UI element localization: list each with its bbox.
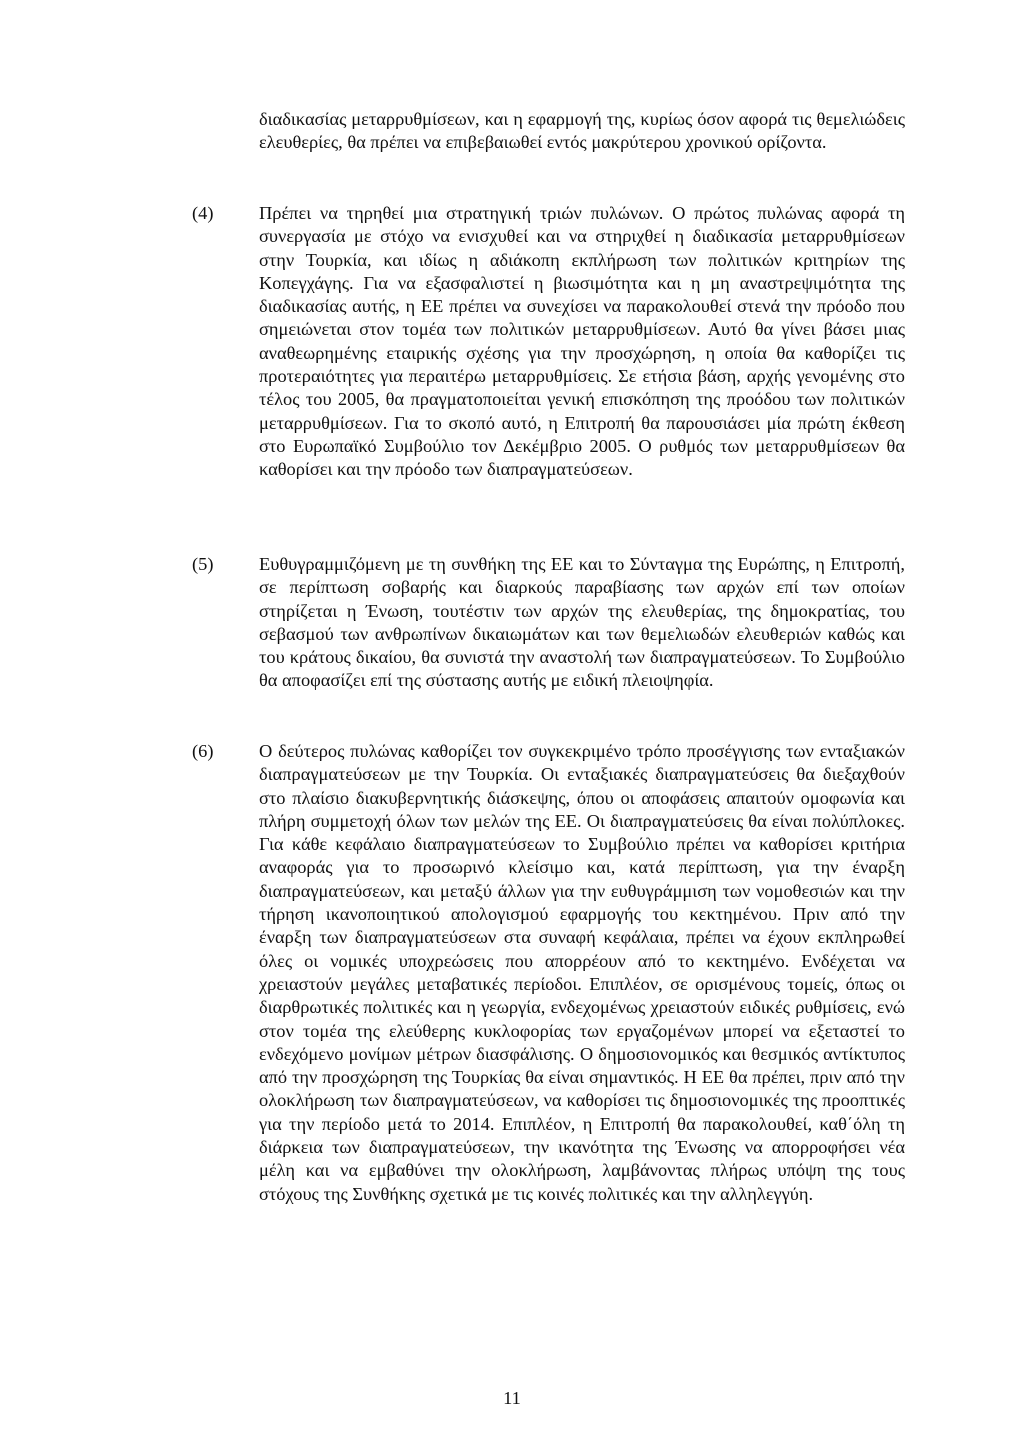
page-number: 11 — [503, 1388, 521, 1408]
paragraph-number-5: (5) — [192, 554, 214, 574]
paragraph-number-4: (4) — [192, 203, 214, 223]
paragraph-5-text: Ευθυγραμμιζόμενη με τη συνθήκη της ΕΕ και το Σύνταγμα της Ευρώπης, η Επιτροπή, σε περίπτωση σοβαρής και διαρκούς παραβίασης των αρχών επί των οποίων στηρίζεται η Ένωση, τουτέστιν των αρχών της ελευθερίας, της δημοκρατίας, του σεβασμού των ανθρωπίνων δικαιωμάτων και των θεμελιωδών ελευθεριών καθώς και του κράτους δικαίου, θα συνιστά την αναστολή των διαπραγματεύσεων. Το Συμβούλιο θα αποφασίζει επί της σύστασης αυτής με ειδική πλειοψηφία. — [259, 554, 905, 691]
paragraph-4-text: Πρέπει να τηρηθεί μια στρατηγική τριών πυλώνων. Ο πρώτος πυλώνας αφορά τη συνεργασία με στόχο να ενισχυθεί και να στηριχθεί η διαδικασία μεταρρυθμίσεων στην Τουρκία, και ιδίως η αδιάκοπη εκπλήρωση των πολιτικών κριτηρίων της Κοπεγχάγης. Για να εξασφαλιστεί η βιωσιμότητα και η μη αναστρεψιμότητα της διαδικασίας αυτής, η ΕΕ πρέπει να συνεχίσει να παρακολουθεί στενά την πρόοδο που σημειώνεται στον τομέα των πολιτικών μεταρρυθμίσεων. Αυτό θα γίνει βάσει μιας αναθεωρημένης εταιρικής σχέσης για την προσχώρηση, η οποία θα καθορίζει τις προτεραιότητες για περαιτέρω μεταρρυθμίσεις. Σε ετήσια βάση, αρχής γενομένης στο τέλος του 2005, θα πραγματοποιείται γενική επισκόπηση της προόδου των πολιτικών μεταρρυθμίσεων. Για το σκοπό αυτό, η Επιτροπή θα παρουσιάσει μία πρώτη έκθεση στο Ευρωπαϊκό Συμβούλιο τον Δεκέμβριο 2005. Ο ρυθμός των μεταρρυθμίσεων θα καθορίσει και την πρόοδο των διαπραγματεύσεων. — [259, 203, 905, 480]
paragraph-number-6: (6) — [192, 741, 214, 761]
continuation-paragraph: διαδικασίας μεταρρυθμίσεων, και η εφαρμογή της, κυρίως όσον αφορά τις θεμελιώδεις ελευθερίες, θα πρέπει να επιβεβαιωθεί εντός μακρύτερου χρονικού ορίζοντα. — [259, 109, 905, 153]
paragraph-6-text: Ο δεύτερος πυλώνας καθορίζει τον συγκεκριμένο τρόπο προσέγγισης των ενταξιακών διαπραγματεύσεων με την Τουρκία. Οι ενταξιακές διαπραγματεύσεις θα διεξαχθούν στο πλαίσιο διακυβερνητικής διάσκεψης, όπου οι αποφάσεις απαιτούν ομοφωνία και πλήρη συμμετοχή όλων των μελών της ΕΕ. Οι διαπραγματεύσεις θα είναι πολύπλοκες. Για κάθε κεφάλαιο διαπραγματεύσεων το Συμβούλιο πρέπει να καθορίσει κριτήρια αναφοράς για το προσωρινό κλείσιμο και, κατά περίπτωση, για την έναρξη διαπραγματεύσεων, και μεταξύ άλλων για την ευθυγράμμιση των νομοθεσιών και την τήρηση ικανοποιητικού απολογισμού εφαρμογής του κεκτημένου. Πριν από την έναρξη των διαπραγματεύσεων στα συναφή κεφάλαια, πρέπει να έχουν εκπληρωθεί όλες οι νομικές υποχρεώσεις που απορρέουν από το κεκτημένο. Ενδέχεται να χρειαστούν μεγάλες μεταβατικές περίοδοι. Επιπλέον, σε ορισμένους τομείς, όπως οι διαρθρωτικές πολιτικές και η γεωργία, ενδεχομένως χρειαστούν ειδικές ρυθμίσεις, ενώ στον τομέα της ελεύθερης κυκλοφορίας των εργαζομένων μπορεί να εξεταστεί το ενδεχόμενο μονίμων μέτρων διασφάλισης. Ο δημοσιονομικός και θεσμικός αντίκτυπος από την προσχώρηση της Τουρκίας θα είναι σημαντικός. Η ΕΕ θα πρέπει, πριν από την ολοκλήρωση των διαπραγματεύσεων, να καθορίσει τις δημοσιονομικές της προοπτικές για την περίοδο μετά το 2014. Επιπλέον, η Επιτροπή θα παρακολουθεί, καθ΄όλη τη διάρκεια των διαπραγματεύσεων, την ικανότητα της Ένωσης να απορροφήσει νέα μέλη και να εμβαθύνει την ολοκλήρωση, λαμβάνοντας πλήρως υπόψη της τους στόχους της Συνθήκης σχετικά με τις κοινές πολιτικές και την αλληλεγγύη. — [259, 741, 905, 1204]
